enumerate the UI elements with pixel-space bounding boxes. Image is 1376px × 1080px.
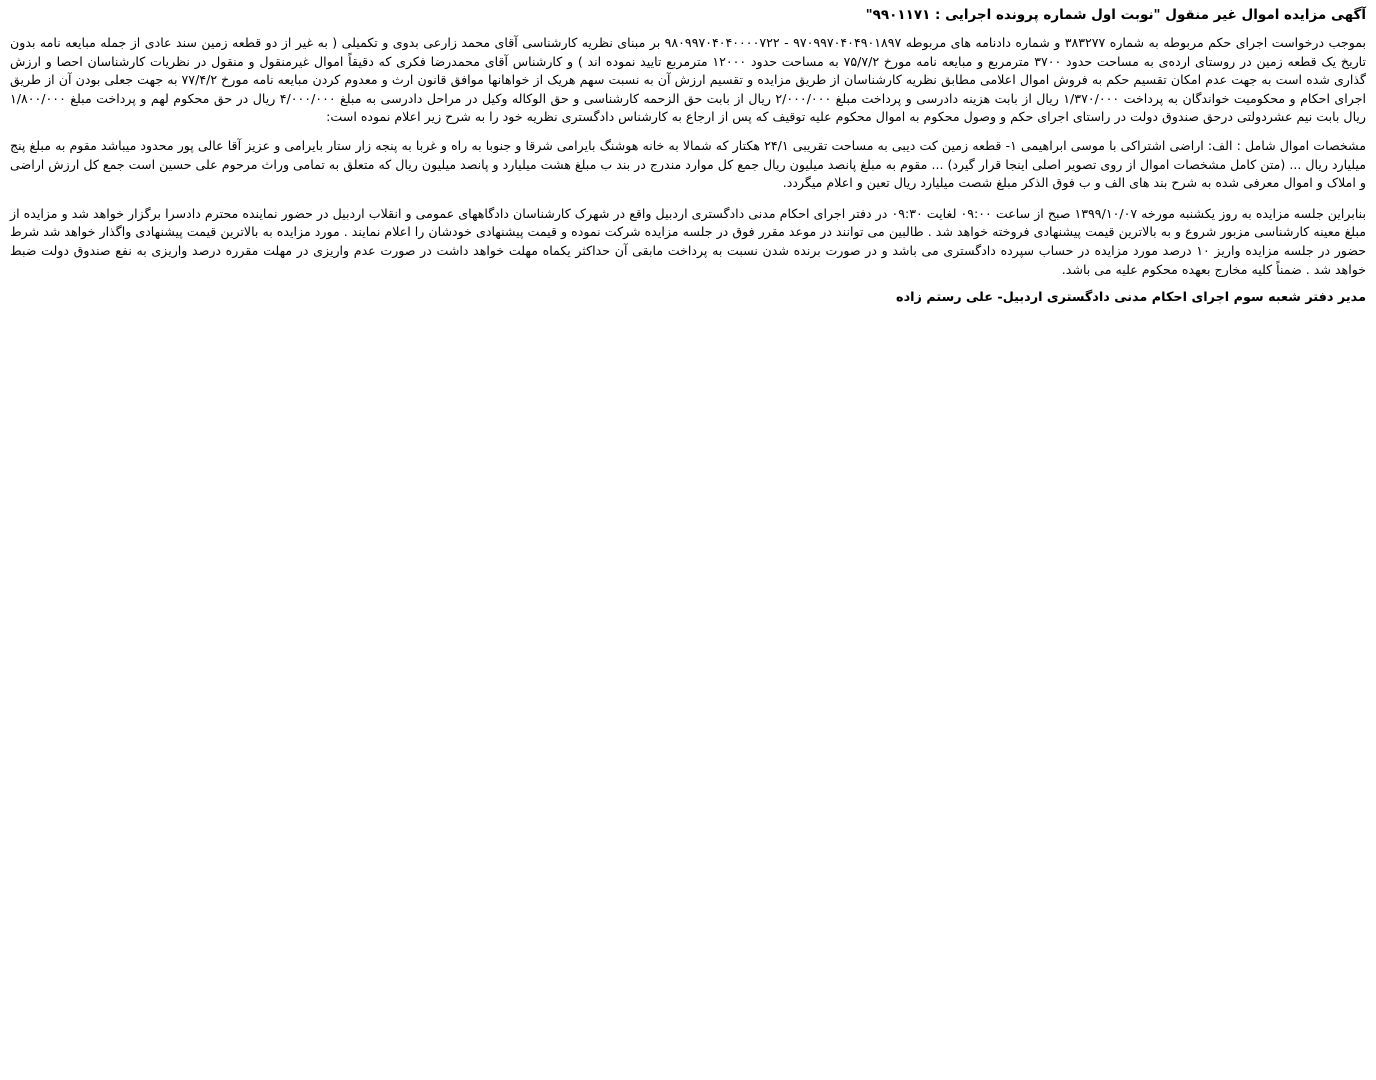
notice-title: آگهی مزایده اموال غیر منقول "نوبت اول شماره پرونده اجرایی : ۹۹۰۱۱۷۱" xyxy=(865,7,1366,23)
signature-line: مدیر دفتر شعبه سوم اجرای احکام مدنی دادگستری اردبیل- علی رستم زاده xyxy=(896,290,1366,306)
auction-session-paragraph: بنابراین جلسه مزایده به روز یکشنبه مورخه ۱۳۹۹/۱۰/۰۷ صبح از ساعت ۰۹:۰۰ لغایت ۰۹:۳۰ در دفتر اجرای احکام مدنی دادگستری اردبیل واقع در شهرک کارشناسان دادگاههای عمومی و انقلاب اردبیل در حضور نماینده محترم دادسرا برگزار خواهد شد و مزایده از مبلغ معینه کارشناسی مزبور شروع و به بالاترین قیمت پیشنهادی فروخته خواهد شد . طالبین می توانند در موعد مقرر فوق در جلسه مزایده شرکت نموده و قیمت پیشنهادی خودشان را اعلام نمایند . مورد مزایده به بالاترین قیمت پیشنهادی واگذار خواهد شد شرط حضور در جلسه مزایده واریز ۱۰ درصد مورد مزایده در حساب سپرده دادگستری می باشد و در صورت برنده شدن نسبت به پرداخت مابقی آن حداکثر یکماه مهلت خواهد داشت در صورت عدم واریزی در مهلت مقرره درصد واریزی به نفع صندوق دولت ضبط خواهد شد . ضمناً کلیه مخارج بعهده محکوم علیه می باشد. xyxy=(10,205,1366,277)
property-specs-paragraph: مشخصات اموال شامل : الف: اراضی اشتراکی با موسی ابراهیمی ۱- قطعه زمین کت دیبی به مساحت تقریبی ۲۴/۱ هکتار که شمالا به خانه هوشنگ بایرامی شرقا و جنوبا به راه و غربا به پنجه زار ستار بایرامی و عزیز آقا عالی پور محدود میباشد مقوم به مبلغ پنج میلیارد ریال ... (متن کامل مشخصات اموال از روی تصویر اصلی اینجا قرار گیرد) ... مقوم به مبلغ پانصد میلیون ریال جمع کل موارد مندرج در بند ب مبلغ هشت میلیارد و پانصد میلیون ریال که متعلق به تمامی وراث مرحوم علی حسین است جمع کل ارزش اراضی و املاک و اموال معرفی شده به شرح بند های الف و ب فوق الذکر مبلغ شصت میلیارد ریال تعین و اعلام میگردد. xyxy=(10,137,1367,191)
intro-paragraph: بموجب درخواست اجرای حکم مربوطه به شماره ۳۸۳۲۷۷ و شماره دادنامه های مربوطه ۹۷۰۹۹۷۰۴۰۴۹۰۱۸۹۷ - ۹۸۰۹۹۷۰۴۰۴۰۰۰۰۷۲۲ بر مبنای نظریه کارشناسی آقای محمد زارعی بدوی و تکمیلی ( به غیر از دو قطعه زمین سند عادی از جمله مبایعه نامه بدون تاریخ یک قطعه زمین در روستای ارده‌ی به مساحت حدود ۳۷۰۰ مترمربع و مبایعه نامه مورخ ۷۵/۷/۲ به مساحت حدود ۱۲۰۰۰ مترمربع تایید نموده اند ) و کارشناس آقای محمدرضا فکری که دقیقاً اموال غیرمنقول و منقول در نظریات کارشناسان احصا و ارزش گذاری شده است به جهت عدم امکان تقسیم حکم به فروش اموال اعلامی مطابق نظریه کارشناسان از طریق مزایده و تقسیم ارزش آن به نسبت سهم هریک از خواهانها موافق قانون ارث و معدوم کردن مبایعه نامه مورخ ۷۷/۴/۲ به جهت جعلی بودن آن از طریق اجرای احکام و محکومیت خواندگان به پرداخت ۱/۳۷۰/۰۰۰ ریال از بابت هزینه دادرسی و پرداخت مبلغ ۲/۰۰۰/۰۰۰ ریال از بابت حق الزحمه کارشناسی و حق الوکاله وکیل در مراحل دادرسی به مبلغ ۴/۰۰۰/۰۰۰ ریال در حق محکوم لهم و پرداخت مبلغ ۱/۸۰۰/۰۰۰ ریال بابت نیم عشردولتی درحق صندوق دولت در راستای اجرای حکم و وصول محکوم به اموال محکوم علیه توقیف که پس از ارجاع به کارشناس دادگستری نظریه خود را به شرح زیر اعلام نموده است: xyxy=(10,35,1366,125)
